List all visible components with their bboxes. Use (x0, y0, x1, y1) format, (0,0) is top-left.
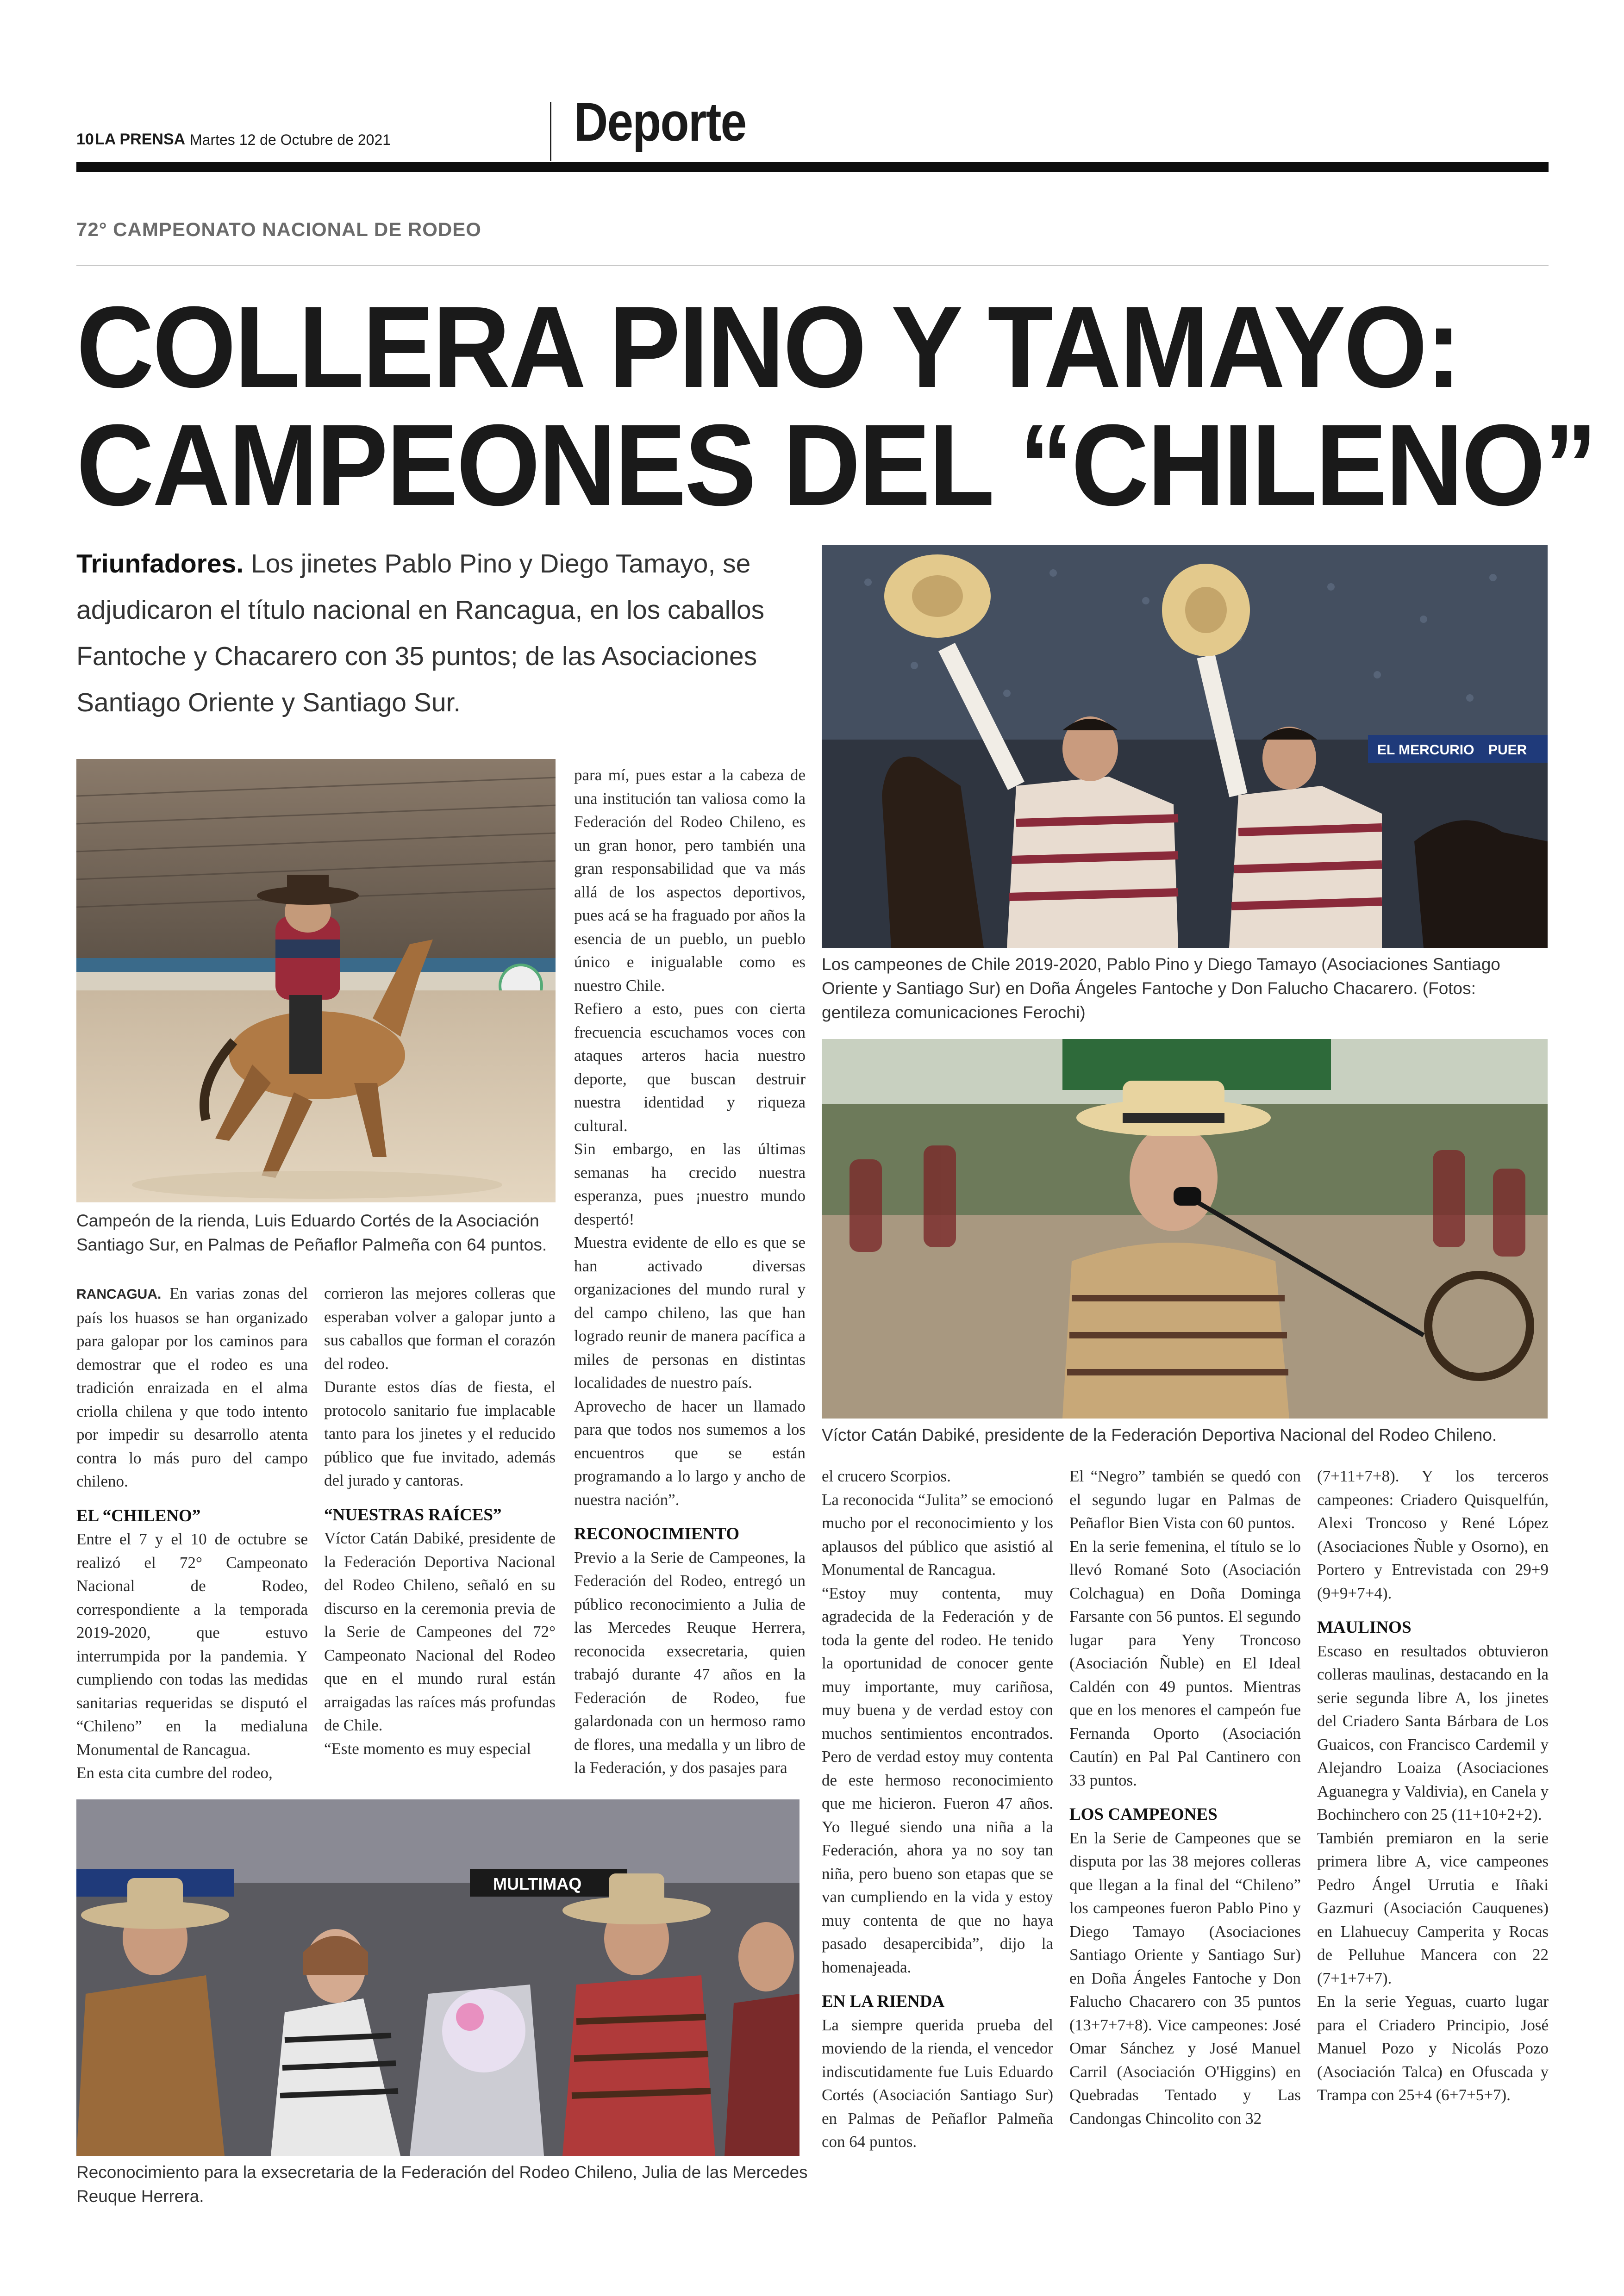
sign-el-mercurio: EL MERCURIO (1377, 742, 1474, 758)
paragraph: “Estoy muy contenta, muy agradecida de la Federación y de toda la gente del rodeo. He tenido la oportunidad de conocer gente muy importante, muy cariñosa, muy buena y de verdad estoy con muchos sentimientos encontrados. Pero de verdad estoy muy contenta de este hermoso reconocimiento que me hicieron. Fueron 47 años. Yo llegué siendo una niña a la Federación, ahora ya no soy tan niña, pero bueno son etapas que se van cumpliendo en la vida y estoy muy contenta de que no haya pasado desapercibida”, dijo la homenajeada. (822, 1584, 1053, 1976)
caption-champions: Los campeones de Chile 2019-2020, Pablo Pino y Diego Tamayo (Asociaciones Santiago Oriente y Santiago Sur) en Doña Ángeles Fantoche y Don Falucho Chacarero. (Fotos: gentileza comunicaciones Ferochi) (822, 955, 1500, 1022)
photo-champions (822, 545, 1548, 948)
sign-puerto: PUER (1488, 742, 1527, 758)
paragraph: “Este momento es muy especial (324, 1739, 531, 1758)
kicker: 72° CAMPEONATO NACIONAL DE RODEO (76, 218, 481, 240)
paragraph: el crucero Scorpios. (822, 1467, 951, 1485)
paragraph: Escaso en resultados obtuvieron colleras maulinas, destacando en la serie segunda libre A, los jinetes del Criadero Santa Bárbara de Los Guaicos, con Francisco Cardemil y Alejandro Loaiza (Asociaciones Aguanegra y Valdivia), en Canela y Bochinchero con 25 (11+10+2+2). (1317, 1642, 1549, 1823)
paragraph: Refiero a esto, pues con cierta frecuencia escuchamos voces con ataques arteros hacia nuestro deporte, que buscan destruir nuestra identidad y riqueza cultural. (574, 1000, 806, 1135)
paragraph: También premiaron en la serie primera libre A, vice campeones Pedro Ángel Urrutia e Iñaki Gazmuri (Asociación Cauquenes) en Llahuecuy Camperita y Rocas de Pelluhue Mancera con 22 (7+1+7+7). (1317, 1829, 1549, 1987)
paragraph: En la serie femenina, el título se lo llevó Romané Soto (Asociación Colchagua) en Doña Dominga Farsante con 56 puntos. El segundo lugar para Yeny Troncoso (Asociación Ñuble) en El Ideal Caldén con 49 puntos. Mientras que en los menores el campeón fue Fernanda Oporto (Asociación Cautín) en Pal Pal Cantinero con 33 puntos. (1069, 1537, 1301, 1789)
paragraph: (7+11+7+8). Y los terceros campeones: Criadero Quisquelfún, Alexi Troncoso y René López (Asociaciones Ñuble y Osorno), en Portero y Entrevistada con 29+9 (9+9+7+4). (1317, 1467, 1549, 1602)
page-number: 10 (76, 131, 94, 148)
paragraph: Muestra evidente de ello es que se han activado diversas organizaciones del mundo rural y del campo chileno, las que han logrado reunir de manera pacífica a miles de personas en distintas localidades de nuestro país. (574, 1233, 806, 1392)
headline-line-1: COLLERA PINO Y TAMAYO: (76, 282, 1460, 411)
lede (76, 541, 817, 726)
publication-name: LA PRENSA (95, 131, 186, 148)
headline-line-2: CAMPEONES DEL “CHILENO” (76, 400, 1596, 529)
photo-ceremony (76, 1799, 800, 2156)
subhead-en-la-rienda: EN LA RIENDA (822, 1992, 945, 2011)
paragraph: En esta cita cumbre del rodeo, (76, 1764, 273, 1782)
lede-text: Los jinetes Pablo Pino y Diego Tamayo, se adjudicaron el título nacional en Rancagua, en los caballos Fantoche y Chacarero con 35 puntos; de las Asociaciones Santiago Oriente y Santiago Sur. (76, 549, 765, 717)
paragraph: La siempre querida prueba del moviendo de la rienda, el vencedor indiscutidamente fue Luis Eduardo Cortés (Asociación Santiago Sur) en Palmas de Peñaflor Palmeña con 64 puntos. (822, 2016, 1053, 2151)
subhead-el-chileno: EL “CHILENO” (76, 1506, 201, 1525)
body-column-6 (1317, 1465, 1549, 2107)
kicker-rule (76, 265, 1549, 266)
lede-lead-word: Triunfadores. (76, 549, 244, 579)
caption-ceremony: Reconocimiento para la exsecretaria de la Federación del Rodeo Chileno, Julia de las Mercedes Reuque Herrera. (76, 2163, 808, 2206)
caption-president: Víctor Catán Dabiké, presidente de la Federación Deportiva Nacional del Rodeo Chileno. (822, 1425, 1497, 1444)
masthead-divider (550, 102, 551, 161)
paragraph: La reconocida “Julita” se emocionó mucho por el reconocimiento y los aplausos del público que asistió al Monumental de Rancagua. (822, 1490, 1053, 1579)
paragraph: En la serie Yeguas, cuarto lugar para el Criadero Principio, José Manuel Pozo y Nicolás Pozo (Asociación Talca) en Ofuscada y Trampa con 25+4 (6+7+5+7). (1317, 1992, 1549, 2104)
masthead-rule (76, 162, 1549, 172)
paragraph: corrieron las mejores colleras que esperaban volver a galopar junto a sus caballos que forman el corazón del rodeo. (324, 1284, 556, 1373)
caption-rider: Campeón de la rienda, Luis Eduardo Cortés de la Asociación Santiago Sur, en Palmas de Peñaflor Palmeña con 64 puntos. (76, 1211, 547, 1254)
body-column-5 (1069, 1465, 1301, 2130)
paragraph: para mí, pues estar a la cabeza de una institución tan valiosa como la Federación del Rodeo Chileno, es un gran honor, pero también una gran responsabilidad que va más allá de los aspectos deportivos, pues acá se ha fraguado por años la esencia de un pueblo, un pueblo único e inigualable como es nuestro Chile. (574, 766, 806, 995)
dateline: RANCAGUA. (76, 1287, 162, 1302)
subhead-los-campeones: LOS CAMPEONES (1069, 1805, 1218, 1824)
body-column-4 (822, 1465, 1053, 2154)
paragraph: Previo a la Serie de Campeones, la Federación del Rodeo, entregó un público reconocimiento a Julia de las Mercedes Reuque Herrera, reconocida exsecretaria, quien trabajó durante 47 años en la Federación de Rodeo, fue galardonada con un hermoso ramo de flores, una medalla y un libro de la Federación, y dos pasajes para (574, 1548, 806, 1777)
body-column-3 (574, 764, 806, 1780)
subhead-nuestras-raices: “NUESTRAS RAÍCES” (324, 1505, 502, 1524)
subhead-maulinos: MAULINOS (1317, 1618, 1412, 1637)
paragraph: Durante estos días de fiesta, el protocolo sanitario fue implacable tanto para los jinetes y el reducido público que fue invitado, además del jurado y cantoras. (324, 1378, 556, 1489)
paragraph: En la Serie de Campeones que se disputa por las 38 mejores colleras que llegan a la final del “Chileno” los campeones fueron Pablo Pino y Diego Tamayo (Asociaciones Santiago Oriente y Santiago Sur) en Doña Ángeles Fantoche y Don Falucho Chacarero con 35 puntos (13+7+7+8). Vice campeones: José Omar Sánchez y José Manuel Carril (Asociación O'Higgins) en Quebradas Tentado y Las Candongas Chincolito con 32 (1069, 1829, 1301, 2128)
photo-rider (76, 759, 556, 1202)
paragraph: Víctor Catán Dabiké, presidente de la Federación Deportiva Nacional del Rodeo Chileno, señaló en su discurso en la ceremonia previa de la Serie de Campeones del 72° Campeonato Nacional del Rodeo que en el mundo rural están arraigadas las raíces más profundas de Chile. (324, 1529, 556, 1734)
photo-president (822, 1039, 1548, 1419)
paragraph: El “Negro” también se quedó con el segundo lugar en Palmas de Peñaflor Bien Vista con 60 puntos. (1069, 1467, 1301, 1532)
section-title: Deporte (574, 92, 746, 153)
subhead-reconocimiento: RECONOCIMIENTO (574, 1524, 740, 1543)
banner-multimaq: MULTIMAQ (493, 1874, 582, 1893)
paragraph: Sin embargo, en las últimas semanas ha crecido nuestra esperanza, pues ¡nuestro mundo despertó! (574, 1140, 806, 1228)
paragraph: En varias zonas del país los huasos se han organizado para galopar por los caminos para demostrar que el rodeo es una tradición enraizada en el alma criolla chilena y que todo intento por impedir su desarrollo atenta contra lo más puro del campo chileno. (76, 1284, 308, 1490)
body-column-2 (324, 1282, 556, 1761)
body-column-1 (76, 1282, 308, 1785)
paragraph: Aprovecho de hacer un llamado para que todos nos sumemos a los encuentros que se están programando a lo largo y ancho de nuestra nación”. (574, 1397, 806, 1509)
issue-date: Martes 12 de Octubre de 2021 (190, 131, 391, 148)
paragraph: Entre el 7 y el 10 de octubre se realizó el 72° Campeonato Nacional de Rodeo, correspondiente a la temporada 2019-2020, que estuvo interrumpida por la pandemia. Y cumpliendo con todas las medidas sanitarias requeridas se disputó el “Chileno” en la medialuna Monumental de Rancagua. (76, 1530, 308, 1759)
